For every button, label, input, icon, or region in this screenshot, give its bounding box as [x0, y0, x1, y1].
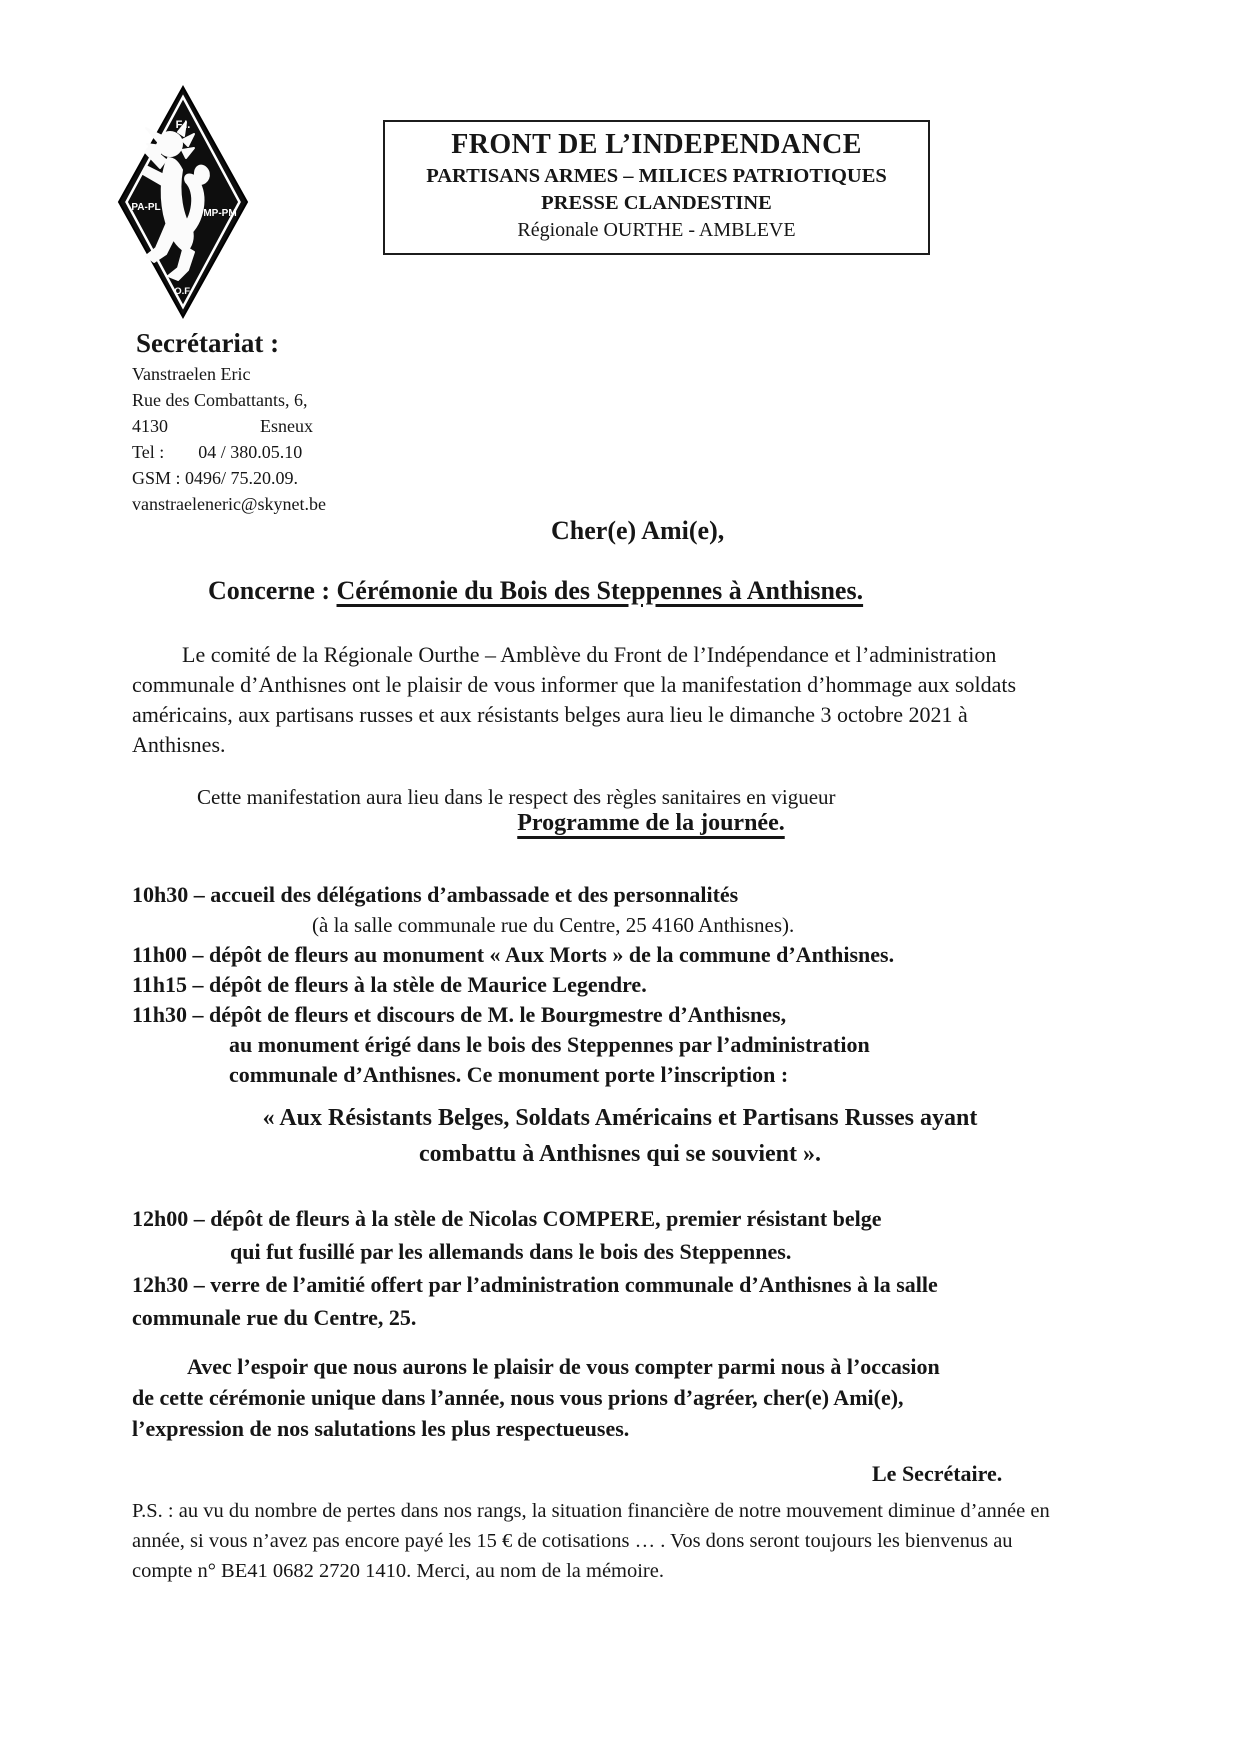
logo-text-of: O.F.: [174, 286, 192, 297]
logo-text-mppm: MP-PM: [203, 208, 237, 219]
secretariat-heading: Secrétariat :: [136, 328, 280, 358]
program-list-noon: [132, 1202, 938, 1334]
program-title: Programme de la journée.: [517, 810, 785, 836]
logo-text-papl: PA-PL: [131, 202, 161, 213]
program-item-continuation: qui fut fusillé par les allemands dans le bois des Steppennes.: [230, 1239, 792, 1264]
program-item: 11h00 – dépôt de fleurs au monument « Aux Morts » de la commune d’Anthisnes.: [132, 942, 895, 967]
signature: Le Secrétaire.: [872, 1461, 1003, 1486]
monument-inscription-line2: combattu à Anthisnes qui se souvient ».: [418, 1141, 822, 1167]
secretariat-name: Vanstraelen Eric: [132, 364, 251, 384]
subject-line: [208, 576, 863, 606]
program-item: 12h00 – dépôt de fleurs à la stèle de Nicolas COMPERE, premier résistant belge: [132, 1206, 882, 1231]
program-item: 11h15 – dépôt de fleurs à la stèle de Maurice Legendre.: [132, 972, 647, 997]
program-item-continuation: communale d’Anthisnes. Ce monument porte l’inscription :: [229, 1062, 789, 1087]
sanitary-note: Cette manifestation aura lieu dans le respect des règles sanitaires en vigueur: [197, 785, 836, 809]
tel-label: Tel :: [132, 442, 165, 462]
city: Esneux: [260, 416, 313, 436]
monument-inscription-line1: « Aux Résistants Belges, Soldats Américains et Partisans Russes ayant: [262, 1105, 978, 1131]
org-subtitle-2: PRESSE CLANDESTINE: [541, 192, 772, 214]
program-item: 11h30 – dépôt de fleurs et discours de M. le Bourgmestre d’Anthisnes,: [132, 1002, 787, 1027]
subject-text: Cérémonie du Bois des Steppennes à Anthisnes.: [336, 576, 864, 605]
tel-number: 04 / 380.05.10: [198, 442, 303, 462]
closing-paragraph: Avec l’espoir que nous aurons le plaisir de vous compter parmi nous à l’occasion de cette cérémonie unique dans l’année, nous vous prions d’agréer, cher(e) Ami(e), l’expression de nos salutations les plus respectueuses.: [132, 1354, 940, 1441]
org-regional: Régionale OURTHE - AMBLEVE: [517, 219, 796, 241]
postal-code: 4130: [132, 416, 168, 436]
monument-inscription: [0, 1100, 1240, 1172]
secretariat-contact-block: [132, 361, 326, 517]
program-item: 12h30 – verre de l’amitié offert par l’administration communale d’Anthisnes à la salle: [132, 1272, 938, 1297]
fi-diamond-lion-logo: [116, 84, 250, 320]
postscript-paragraph: P.S. : au vu du nombre de pertes dans nos rangs, la situation financière de notre mouvement diminue d’année en année, si vous n’avez pas encore payé les 15 € de cotisations … . Vos dons seront toujours les bienvenus au compte n° BE41 0682 2720 1410. Merci, au nom de la mémoire.: [132, 1500, 1050, 1582]
org-title: FRONT DE L’INDEPENDANCE: [451, 129, 862, 160]
program-item-detail: (à la salle communale rue du Centre, 25 4160 Anthisnes).: [312, 913, 795, 937]
logo-text-fi: F.I.: [175, 119, 191, 131]
secretariat-postal-city: [132, 413, 326, 439]
program-list-morning: [132, 880, 894, 1090]
program-item: 10h30 – accueil des délégations d’ambassade et des personnalités: [132, 882, 739, 907]
secretariat-street: Rue des Combattants, 6,: [132, 390, 308, 410]
secretariat-gsm: GSM : 0496/ 75.20.09.: [132, 468, 299, 488]
letterhead-box: [383, 120, 930, 255]
salutation: Cher(e) Ami(e),: [551, 516, 725, 545]
secretariat-email: vanstraeleneric@skynet.be: [132, 494, 326, 514]
program-item-continuation: au monument érigé dans le bois des Steppennes par l’administration: [229, 1032, 870, 1057]
org-subtitle-1: PARTISANS ARMES – MILICES PATRIOTIQUES: [426, 165, 887, 187]
program-item-continuation: communale rue du Centre, 25.: [132, 1305, 417, 1330]
subject-label: Concerne :: [208, 576, 337, 605]
intro-paragraph: Le comité de la Régionale Ourthe – Amblève du Front de l’Indépendance et l’administration communale d’Anthisnes ont le plaisir de vous informer que la manifestation d’hommage aux soldats américains, aux partisans russes et aux résistants belges aura lieu le dimanche 3 octobre 2021 à Anthisnes.: [132, 642, 1017, 757]
secretariat-tel: [132, 439, 326, 465]
